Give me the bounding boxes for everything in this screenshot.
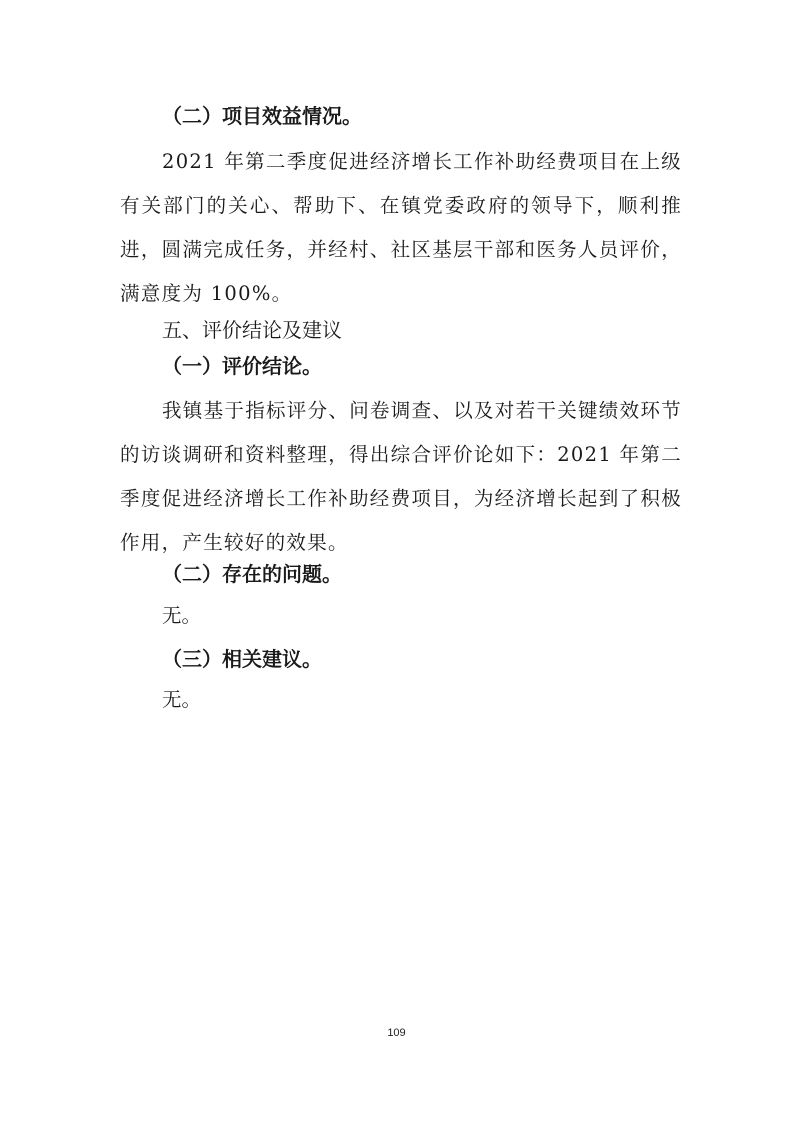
paragraph-project-benefit: 2021 年第二季度促进经济增长工作补助经费项目在上级有关部门的关心、帮助下、在镇党委政府的领导下，顺利推进，圆满完成任务，并经村、社区基层干部和医务人员评价，满意度为 100%。 [120, 150, 682, 305]
heading-project-benefit: （二）项目效益情况。 [162, 104, 362, 128]
text-related-suggestions: 无。 [162, 688, 202, 711]
text-existing-problems: 无。 [162, 604, 202, 627]
heading-existing-problems: （二）存在的问题。 [162, 562, 342, 586]
heading-section-five: 五、评价结论及建议 [162, 318, 342, 342]
paragraph-evaluation-conclusion: 我镇基于指标评分、问卷调查、以及对若干关键绩效环节的访谈调研和资料整理，得出综合评价论如下：2021 年第二季度促进经济增长工作补助经费项目，为经济增长起到了积极作用，产生较好的效果。 [120, 399, 683, 554]
heading-evaluation-conclusion: （一）评价结论。 [162, 354, 322, 378]
heading-related-suggestions: （三）相关建议。 [162, 647, 322, 671]
page-number: 109 [387, 1027, 406, 1039]
